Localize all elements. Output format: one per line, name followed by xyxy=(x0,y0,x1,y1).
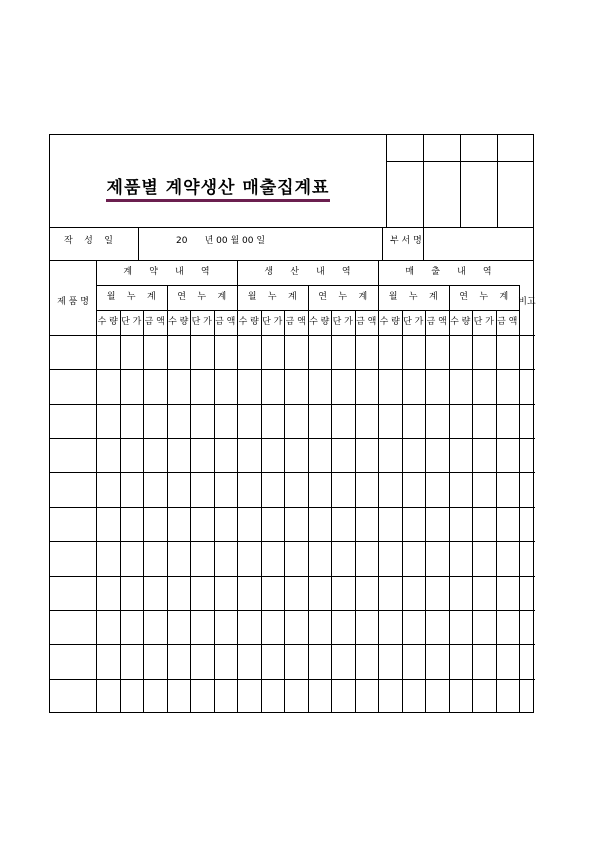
grid-line xyxy=(402,310,403,713)
column-header: 수 량 xyxy=(309,317,330,327)
grid-line xyxy=(284,310,285,713)
department-label: 부 서 명 xyxy=(390,236,422,246)
sign-box-border xyxy=(386,135,387,227)
grid-line xyxy=(167,285,168,713)
column-header: 수 량 xyxy=(238,317,259,327)
grid-line xyxy=(355,310,356,713)
table-row xyxy=(50,472,535,473)
table-row xyxy=(50,644,535,645)
subgroup-header: 연 누 계 xyxy=(177,292,227,302)
column-header: 금 액 xyxy=(215,317,236,327)
grid-line xyxy=(331,310,332,713)
header-divider xyxy=(50,227,533,228)
sign-box-divider xyxy=(497,135,498,227)
product-name-header: 제 품 명 xyxy=(57,297,89,307)
header-divider xyxy=(50,260,533,261)
column-header: 금 액 xyxy=(144,317,165,327)
header-divider xyxy=(423,227,424,260)
report-form xyxy=(49,134,534,713)
grid-line xyxy=(519,285,520,713)
table-row xyxy=(50,541,535,542)
column-header: 단 가 xyxy=(121,317,142,327)
column-header: 수 량 xyxy=(168,317,189,327)
sign-box-divider xyxy=(460,135,461,227)
table-row xyxy=(50,507,535,508)
column-header: 수 량 xyxy=(379,317,400,327)
subgroup-header: 월 누 계 xyxy=(106,292,156,302)
grid-line xyxy=(214,310,215,713)
table-row xyxy=(50,679,535,680)
grid-line xyxy=(190,310,191,713)
author-label: 작 성 일 xyxy=(64,236,113,246)
subgroup-header: 월 누 계 xyxy=(388,292,438,302)
column-header: 단 가 xyxy=(191,317,212,327)
column-header: 금 액 xyxy=(356,317,377,327)
subgroup-header: 월 누 계 xyxy=(247,292,297,302)
title-underline xyxy=(106,199,330,202)
table-row xyxy=(50,610,535,611)
column-header: 수 량 xyxy=(97,317,118,327)
header-divider xyxy=(138,227,139,260)
column-header: 단 가 xyxy=(262,317,283,327)
grid-line xyxy=(120,310,121,713)
column-header: 단 가 xyxy=(403,317,424,327)
column-header: 금 액 xyxy=(285,317,306,327)
column-header: 금 액 xyxy=(497,317,518,327)
table-row xyxy=(50,404,535,405)
grid-line xyxy=(496,310,497,713)
sign-box-divider xyxy=(423,135,424,227)
remarks-header: 비고 xyxy=(518,297,536,307)
table-row xyxy=(50,438,535,439)
group-header: 생 산 내 역 xyxy=(264,267,351,277)
grid-line xyxy=(143,310,144,713)
column-header: 수 량 xyxy=(450,317,471,327)
column-header: 단 가 xyxy=(332,317,353,327)
table-row xyxy=(50,369,535,370)
page-title: 제품별 계약생산 매출집계표 xyxy=(106,178,330,198)
date-field: 20 년 00 월 00 일 xyxy=(176,236,266,246)
group-header: 계 약 내 역 xyxy=(123,267,210,277)
header-divider xyxy=(50,335,535,336)
grid-line xyxy=(425,310,426,713)
grid-line xyxy=(472,310,473,713)
grid-line xyxy=(308,285,309,713)
table-row xyxy=(50,576,535,577)
column-header: 금 액 xyxy=(426,317,447,327)
grid-line xyxy=(261,310,262,713)
subgroup-header: 연 누 계 xyxy=(459,292,509,302)
subgroup-header: 연 누 계 xyxy=(318,292,368,302)
group-header: 매 출 내 역 xyxy=(405,267,492,277)
grid-line xyxy=(449,285,450,713)
header-divider xyxy=(382,227,383,260)
column-header: 단 가 xyxy=(473,317,494,327)
